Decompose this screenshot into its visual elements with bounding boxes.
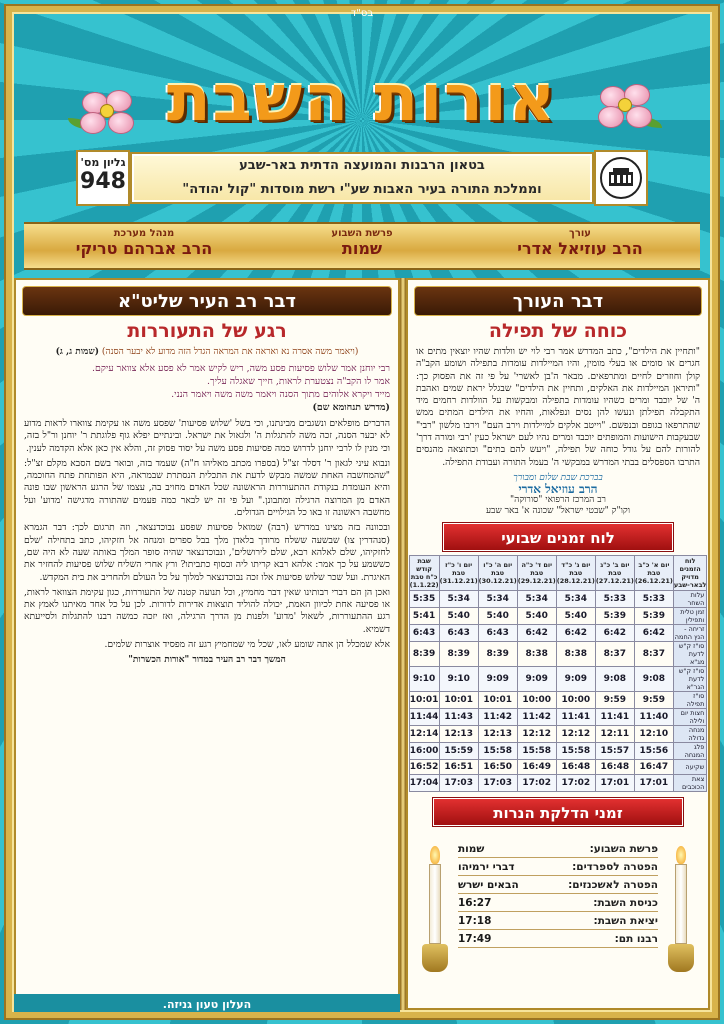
parasha-credit: פרשת השבוע שמות [331,228,393,258]
zmanim-time-cell: 5:33 [634,590,673,607]
zmanim-time-cell: 16:50 [478,759,517,774]
zmanim-time-cell: 5:40 [556,607,595,624]
weekly-times-ribbon: לוח זמנים שבועי [443,523,673,551]
zmanim-row [409,725,707,742]
editor-article-body: "ותחיין את הילדים", כתב המדרש אמר רבי לוי יש וולדות שהיו יוצאין מתים או חגרים או סומים או בעלי מומין, והיו המיילדות עומדות בתפילה ושומע הקב"ה קולן וחוזרים לחיים ומתרפאים. מבאר ה'בן לאשרי' על פי זה את הפסוק כך: "ותיראן המיילדות את האלקים, ותחיין את הילדים" שבגלל יראת שמים ואהבת ה' של יוכבד ומרים כשהיו עומדות בתפילה ומבקשות על הוולדות רחמים מיד התקבלה תפילתן ונעשו להן נסים ונפלאות, והחיו את הילדים המתים ממש שהתרפאו בגופם ובנפשם. "וייטב אלקים למיילדות וירב העם" וירבו מלשון "רבי" שבעקבות הישועות והמופתים יוכבד ומרים נהיו לעם ישראל כעין 'רבי ומורה דרך' להורות להם על גודל כוחה של תפילה, "ויעש להם בתים" וכתוצאה מהנסים התרבו הספסלים בבתי המדרש במבקשי ה' בעמל התורה ועבודת התפילה. [416,346,700,468]
issue-number-box [76,150,130,206]
zmanim-time-cell: 9:08 [595,666,634,691]
zmanim-time-cell: 5:39 [634,607,673,624]
zmanim-time-cell: 9:59 [634,691,673,708]
verse-quote: (ויאמר משה אסרה נא ואראה את המראה הגדל הזה מדוע לא יבער הסנה) (שמות ג, ג) [55,347,359,357]
zmanim-time-cell: 11:43 [439,708,478,725]
zmanim-time-cell: 15:57 [595,742,634,759]
zmanim-row-label: זמן טלית ותפילין [673,607,706,624]
issue-number: 948 [80,169,126,194]
zmanim-time-cell: 17:03 [478,774,517,791]
candle-lighting-box [414,830,702,978]
zmanim-time-cell: 6:43 [439,624,478,641]
zmanim-row-label: צאת הכוכבים [673,774,706,791]
editor-credit: עורך הרב עוזיאל אדרי [517,228,643,258]
zmanim-time-cell: 15:59 [439,742,478,759]
zmanim-time-cell: 10:01 [478,691,517,708]
rabbi-paragraph-4: ואכן הן הם דברי רבותינו שאין דבר מחמיץ, וכל תנועה קטנה של התעוררות, כגון עקימת הצוואר לראות, או פסיעה אחת לכיוון האמת, יכולה להוליד תוצאות אדירות לדורות. לכן על כל אחד מאיתנו לאמץ את רגע ההתעוררות, לשאול 'מדוע' ולפנות מן הדרך הרגילה, ואז יזכה כמשה רבנו להתגלות ולסייעתא דשמיא. [24,586,390,635]
candle-time-row [458,858,658,876]
rabbi-paragraph-5: אלא שמכלל הן אתה שומע לאו, שכל מי שמחמיץ רגע זה מפסיד אוצרות שלמים. [104,639,390,651]
editor-section-header: דבר העורך [414,286,702,316]
candle-row-label: כניסת השבת: [593,896,658,909]
candle-left-icon [420,844,450,974]
candle-time-row [458,876,658,894]
city-rabbi-column [14,278,400,1010]
zmanim-time-cell: 17:01 [634,774,673,791]
candle-times-list [458,840,658,948]
candle-time-row [458,894,658,912]
zmanim-day-header: יום ג' כ"ד טבת (28.12.21) [556,555,595,590]
zmanim-time-cell: 5:34 [478,590,517,607]
zmanim-day-header: שבת קודש כ"ח טבת (1.1.22) [409,556,439,589]
zmanim-row [409,774,707,791]
candle-row-value: שמות [458,842,485,855]
rabbi-paragraph-3: ובכוונה בזה מצינו במדרש (רבה) שמואל פסיעות שפסע נבוכדנצאר, וזה תרגום לכך: דבר הגמרא (סנהדרין צו) שבשעה ששלח מרודך בלאדן מלך בבל ספרים ומנחה אל חזקיהו, כתב בתחילה 'שלם לחזקיהו, שלם לאלהא רבא, שלם לירושלים', ונבוכדנצאר שהיה סופר המלך באותה שעה לא היה שם, כששמע על כך אמר: אלהא רבא קריתו ליה ובסוף כתביתו? ורץ אחרי השליח שלוש פסיעות להחזיר את האיגרת. ועל שכר שלוש פסיעות אלו זכה נבוכדנצאר למלוך על כל העולם ולהחריב את בית המקדש. [24,522,390,583]
zmanim-time-cell: 15:58 [556,742,595,759]
zmanim-time-cell: 16:49 [517,759,556,774]
continue-note: המשך דבר רב העיר במדור "אורות הכשרות" [128,655,286,666]
zmanim-time-cell: 9:59 [595,691,634,708]
zmanim-time-cell: 9:09 [517,666,556,691]
zmanim-time-cell: 16:47 [634,759,673,774]
zmanim-row [409,691,707,708]
zmanim-row-label: סו"ז ק"ש לדעת מג"א [673,641,706,666]
candle-row-label: הפטרה לספרדים: [572,860,658,873]
zmanim-time-cell: 8:37 [595,641,634,666]
zmanim-day-header: יום א' כ"ב טבת (26.12.21) [634,555,673,590]
credits-band [24,222,700,270]
zmanim-corner-header: לוח הזמנים מדויק לבאר-שבע [673,556,707,589]
zmanim-day-header: יום ה' כ"ו טבת (30.12.21) [478,555,517,590]
zmanim-time-cell: 12:13 [478,725,517,742]
zmanim-time-cell: 11:40 [634,708,673,725]
newsletter-title: אורות השבת [166,62,558,136]
zmanim-row-label: שקיעה [673,759,706,774]
midrash-line-1: רבי יוחנן אמר שלוש פסיעות פסע משה, ריש לקיש אמר לא פסע אלא צוואר עיקם. [92,363,390,374]
zmanim-time-cell: 12:14 [409,725,439,742]
zmanim-time-cell: 16:48 [595,759,634,774]
zmanim-time-cell: 6:42 [595,624,634,641]
besiyata-dishmaya: בס"ד [350,8,374,19]
zmanim-time-cell: 9:09 [478,666,517,691]
zmanim-time-cell: 16:51 [439,759,478,774]
zmanim-time-cell: 9:08 [634,666,673,691]
candle-time-row [458,912,658,930]
zmanim-time-cell: 11:41 [595,708,634,725]
zmanim-row-label: מנחה גדולה [673,725,706,742]
candle-row-label: רבנו תם: [614,932,658,945]
zmanim-time-cell: 10:01 [409,691,439,708]
zmanim-time-cell: 6:42 [634,624,673,641]
zmanim-row-label: חצות יום ולילה [673,708,706,725]
zmanim-time-cell: 17:02 [517,774,556,791]
organization-logo-icon [594,150,648,206]
publisher-line-1: בטאון הרבנות והמועצה הדתית באר-שבע [239,158,485,173]
zmanim-row [409,624,707,641]
zmanim-time-cell: 16:48 [556,759,595,774]
candle-row-value: 16:27 [458,896,492,909]
zmanim-time-cell: 16:52 [409,759,439,774]
candle-time-row [458,930,658,948]
zmanim-time-cell: 5:34 [517,590,556,607]
rabbi-section-header: דבר רב העיר שליט"א [22,286,392,316]
zmanim-time-cell: 5:35 [409,590,439,607]
issue-label: גליון מס' [80,156,126,169]
zmanim-row-label: זריחה - הנץ החמה [673,624,706,641]
publisher-line-2: וממלכת התורה בעיר האבות שע"י רשת מוסדות "קול יהודה" [182,182,542,197]
zmanim-time-cell: 15:58 [478,742,517,759]
zmanim-time-cell: 11:42 [517,708,556,725]
zmanim-day-header: יום ו' כ"ז טבת (31.12.21) [439,555,478,590]
editor-column [406,278,710,1010]
zmanim-time-cell: 17:03 [439,774,478,791]
zmanim-time-cell: 12:10 [634,725,673,742]
zmanim-time-cell: 5:39 [595,607,634,624]
zmanim-row [409,708,707,725]
zmanim-row [409,666,707,691]
zmanim-time-cell: 11:42 [478,708,517,725]
zmanim-day-header: יום ד' כ"ה טבת (29.12.21) [517,555,556,590]
candle-lighting-ribbon: זמני הדלקת הנרות [433,798,683,826]
midrash-line-2: אמר לו הקב"ה נצטערת לראות, חייך שאגלה עליך. [207,376,390,387]
zmanim-time-cell: 8:39 [439,641,478,666]
zmanim-time-cell: 9:09 [556,666,595,691]
zmanim-time-cell: 12:12 [517,725,556,742]
zmanim-time-cell: 6:43 [409,624,439,641]
zmanim-time-cell: 17:02 [556,774,595,791]
candle-row-value: הבאים ישרש [458,878,519,891]
zmanim-time-cell: 16:00 [409,742,439,759]
zmanim-time-cell: 8:38 [556,641,595,666]
publisher-box [130,152,594,204]
midrash-source: (מדרש תנחומא שם) [312,402,390,413]
candle-time-row [458,840,658,858]
zmanim-row [409,641,707,666]
zmanim-row-label: עלות השחר [673,590,706,607]
zmanim-time-cell: 17:04 [409,774,439,791]
editor-signature: בברכת שבת שלום ומבורך הרב עוזיאל אדרי רב המרכז הרפואי "סורוקה" וקו"ק "שבטי ישראל" שכונה א' באר שבע [485,472,631,516]
zmanim-day-header: יום ב' כ"ג טבת (27.12.21) [595,555,634,590]
zmanim-row [409,590,707,607]
zmanim-time-cell: 5:41 [409,607,439,624]
zmanim-time-cell: 6:42 [517,624,556,641]
zmanim-row [409,759,707,774]
zmanim-row-label: סו"ז ק"ש לדעת הגר"א [673,666,706,691]
manager-credit: מנהל מערכת הרב אברהם טריקי [75,228,213,258]
rabbi-paragraph-1: הדברים מופלאים ונשגבים מבינתנו, וכי בשל 'שלוש פסיעות' שפסע משה או עקימת צווארו לראות מדוע לא יבער הסנה, זכה משה להתגלות ה' ולגאול את ישראל. ובינתיים יפלא גוף פלוגתת ר' יוחנן ור"ל בזה, וכי מנין לו לרבי יוחנן לדרוש כמה פסיעות פסע משה על יסוד פסוק זה, והלא אין כאן אלא הקדמה לענין. [24,418,390,454]
editor-article-title: כוחה של תפילה [488,320,628,342]
zmanim-time-cell: 6:43 [478,624,517,641]
zmanim-time-cell: 11:44 [409,708,439,725]
zmanim-row [409,742,707,759]
midrash-line-3: מייד ויקרא אלוהים מתוך הסנה ויאמר משה משה ויאמר הנני. [171,389,390,400]
zmanim-time-cell: 8:39 [478,641,517,666]
candle-row-label: הפטרה לאשכנזים: [568,878,658,891]
zmanim-time-cell: 5:40 [439,607,478,624]
zmanim-time-cell: 15:56 [634,742,673,759]
zmanim-time-cell: 12:13 [439,725,478,742]
zmanim-time-cell: 12:12 [556,725,595,742]
geniza-notice: העלון טעון גניזה. [162,998,252,1011]
rabbi-article-title: רגע של התעוררות [127,320,287,342]
zmanim-time-cell: 9:10 [439,666,478,691]
zmanim-time-cell: 12:11 [595,725,634,742]
rabbi-paragraph-2: ונבוא עיני לגאון ר' דסלר זצ"ל (בספרו מכתב מאליהו ח"ה) שעמד בזה, ובואר בשם הסבא מקלם זצ"ל: "שהמחשבה האחת שמשה מבקש לדעת את התכלית הנסתרת שבמראה, היא הפותחת פתח החוכמה, והיא העומדת בנקודת ההתעוררות הראשונה שכל האדם מחויב בה, עצמו של הרגע הראשון שבו פונה האדם מן המרוצה הרגילה ומתבונן." ועל פי זה יש לבאר כמה פעמים שהתורה מדגישה 'מדוע' ועל מחשבה ראשונה זו באו כל הגילויים הגדולים. [24,457,390,519]
zmanim-time-cell: 15:58 [517,742,556,759]
zmanim-time-cell: 17:01 [595,774,634,791]
zmanim-time-cell: 5:33 [595,590,634,607]
flower-right-icon [596,82,656,130]
zmanim-time-cell: 10:00 [517,691,556,708]
zmanim-row-label: סו"ז תפילה [673,691,706,708]
zmanim-time-cell: 5:34 [556,590,595,607]
candle-row-label: יציאת השבת: [593,914,658,927]
zmanim-time-cell: 6:42 [556,624,595,641]
zmanim-time-cell: 10:01 [439,691,478,708]
zmanim-time-cell: 8:37 [634,641,673,666]
candle-row-value: 17:49 [458,932,492,945]
zmanim-row-label: פלג המנחה [673,742,706,759]
zmanim-time-cell: 5:34 [439,590,478,607]
candle-right-icon [666,844,696,974]
zmanim-row [409,607,707,624]
zmanim-time-cell: 5:40 [517,607,556,624]
zmanim-time-cell: 8:38 [517,641,556,666]
zmanim-time-cell: 11:41 [556,708,595,725]
candle-row-value: 17:18 [458,914,492,927]
zmanim-time-cell: 10:00 [556,691,595,708]
zmanim-time-cell: 5:40 [478,607,517,624]
zmanim-time-cell: 8:39 [409,641,439,666]
weekly-times-table [409,555,708,792]
candle-row-value: דברי ירמיהו [458,860,515,873]
candle-row-label: פרשת השבוע: [589,842,658,855]
zmanim-time-cell: 9:10 [409,666,439,691]
